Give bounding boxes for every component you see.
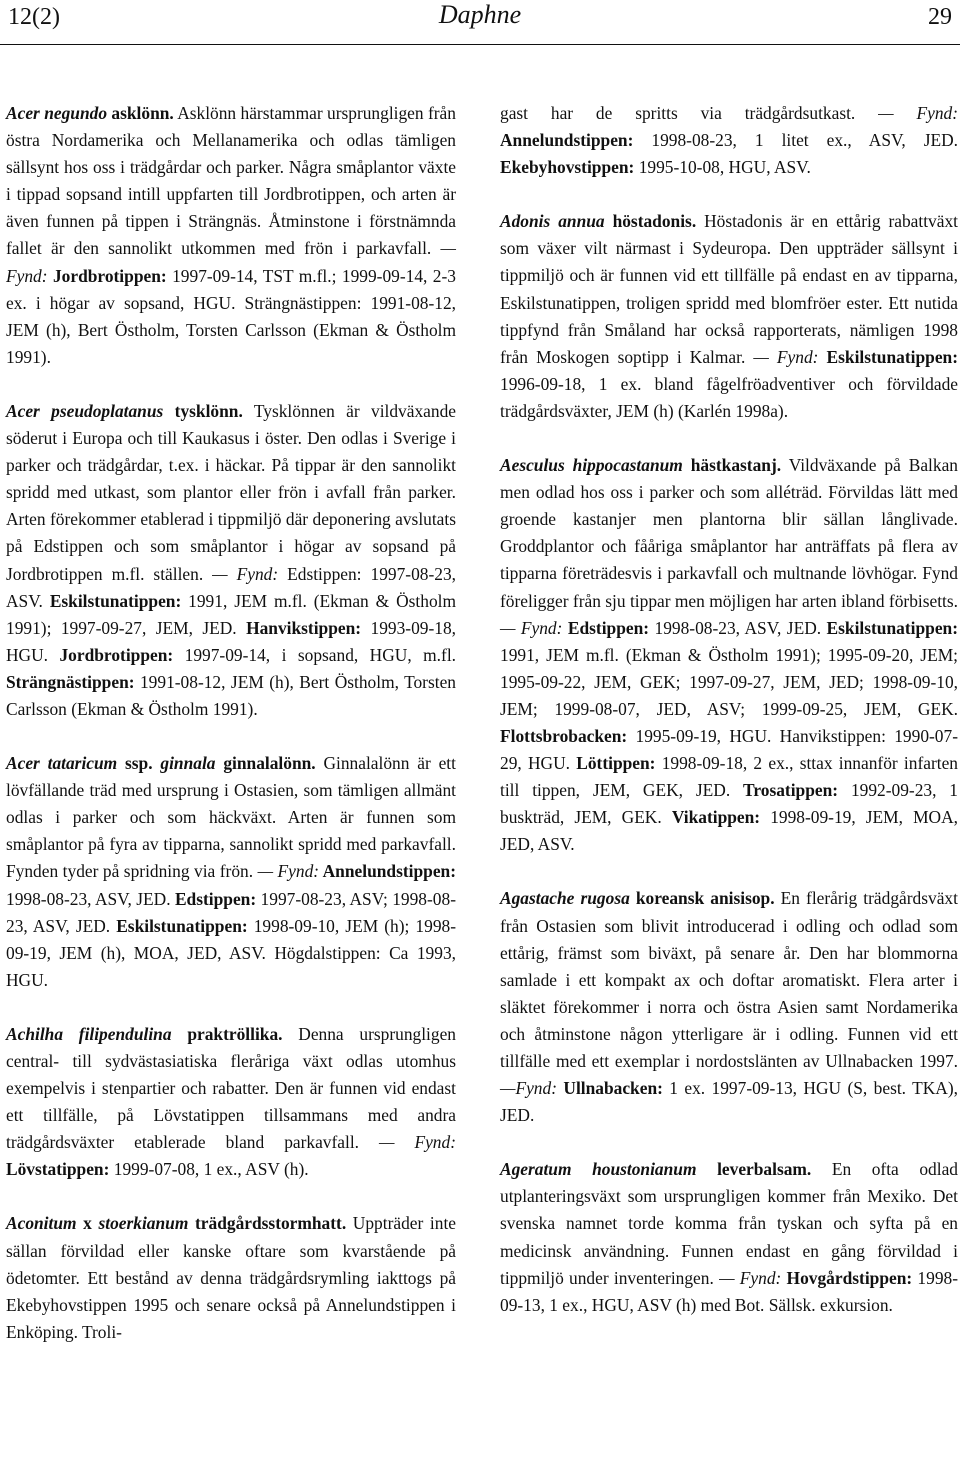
locality-name: Vikatippen: <box>671 807 761 828</box>
species-name-connector: ssp. <box>117 753 161 774</box>
entry-text: 1998-09-19, JEM, MOA, JED, ASV. <box>500 807 959 855</box>
left-column <box>6 100 456 1373</box>
locality-name: Trosatippen: <box>743 780 839 801</box>
locality-name: Eskilstunatippen: <box>826 617 958 638</box>
locality-name: Strängnästippen: <box>6 671 135 692</box>
species-name: Ageratum houstonianum <box>500 1159 697 1180</box>
entry-text: 1997-09-14, i sopsand, HGU, m.fl. <box>173 644 456 665</box>
right-column <box>500 100 958 1346</box>
entry-ageratum-houstonianum <box>500 1156 958 1319</box>
entry-paragraph <box>6 750 456 994</box>
entry-adonis-annua <box>500 208 958 425</box>
entry-paragraph <box>500 885 958 1129</box>
finds-label: — Fynd: <box>753 346 819 367</box>
locality-name: Ullnabacken: <box>557 1078 663 1099</box>
entry-text: 1992-09-23, 1 buskträd, JEM, GEK. <box>500 780 958 828</box>
entry-text: 1998-09-18, 2 ex., sttax innanför infarten till tippen, JEM, GEK, JED. <box>500 753 958 801</box>
finds-label: — Fynd: <box>212 563 279 584</box>
entry-text: 1998-08-23, 1 litet ex., ASV, JED. <box>633 130 958 151</box>
entry-aesculus-hippocastanum <box>500 452 958 858</box>
species-name: Agastache rugosa <box>500 888 630 909</box>
entry-text: Ginnalalönn är ett lövfällande träd med ursprung i Ostasien, som tämligen allmänt odlas i parker och som häckväxt. Arten är funnen som småplantor på fyra av tipparna, sannolikt spridd med parkavfall. Fynden tyder på spridning via frön. <box>6 753 456 882</box>
entry-text: 1991-08-12, JEM (h), Bert Östholm, Torsten Carlsson (Ekman & Östholm 1991). <box>6 671 456 719</box>
entry-aconitum-stoerkianum <box>6 1210 456 1345</box>
locality-name: Hovgårdstippen: <box>781 1267 913 1288</box>
species-name: Acer negundo <box>6 103 108 123</box>
locality-name: Löttippen: <box>576 753 656 774</box>
finds-label: — Fynd: <box>719 1267 782 1288</box>
entry-paragraph <box>500 452 958 858</box>
locality-name: Edstippen: <box>562 617 650 638</box>
entry-text: 1997-08-23, ASV; 1998-08-23, ASV, JED. <box>6 888 456 936</box>
common-name: ginnalalönn. <box>223 753 316 774</box>
common-name: praktröllika. <box>187 1023 283 1044</box>
common-name: asklönn. <box>111 103 174 123</box>
entry-text: Asklönn härstammar ursprungligen från östra Nordamerika och Mellanamerika och odlas tämligen sällsynt hos oss i trädgårdar och parker. Några småplantor växte i tippad sopsand intill uppfarten till Jordbrotippen, och arten är även funnen på tippen i Strängnäs. Åtminstone i förstnämnda fallet är den sannolikt utkommen med frön i parkavfall. <box>6 103 456 259</box>
page-number: 29 <box>928 4 952 30</box>
species-name: Acer tataricum <box>6 753 118 774</box>
entry-text: Tysklönnen är vildväxande söderut i Europa och till Kaukasus i öster. Den odlas i Sverige i parker och trädgårdar, t.ex. i häckar. På tippar är den sannolikt spridd med utkast, som plantor eller frön i avfall från parker. Arten förekommer etablerad i tippmiljö där deponering avslutats på Edstippen och som småplantor i högar av sopsand på Jordbrotippen m.fl. ställen. <box>6 400 456 584</box>
locality-name: Flottsbrobacken: <box>500 725 628 746</box>
locality-name: Jordbrotippen: <box>59 644 174 665</box>
entry-achilha-filipendulina <box>6 1021 456 1184</box>
entry-paragraph <box>6 100 456 371</box>
entry-agastache-rugosa <box>500 885 958 1129</box>
entry-text: Höstadonis är en ettårig rabattväxt som växer vilt närmast i Sydeuropa. Den uppträder sällsynt i tippmiljö och är funnen vid ett tillfälle på endast en av tipparna, Eskilstunatippen, troligen spridd med blomfröer ester. Ett nutida tippfynd från Småland har också rapporterats, nämligen 1998 från Moskogen soptipp i Kalmar. <box>500 211 958 367</box>
entry-text: 1999-07-08, 1 ex., ASV (h). <box>109 1159 309 1180</box>
entry-text: 1998-08-23, ASV, JED. <box>649 617 827 638</box>
entry-text: 1998-08-23, ASV, JED. <box>6 888 175 909</box>
common-name: koreansk anisisop. <box>635 888 775 909</box>
entry-acer-tataricum <box>6 750 456 994</box>
page-header <box>0 0 960 44</box>
locality-name: Hanvikstippen: <box>246 617 362 638</box>
entry-text: 1993-09-18, HGU. <box>6 617 456 665</box>
finds-label: — Fynd: <box>6 238 456 286</box>
finds-label: — Fynd: <box>379 1132 456 1153</box>
locality-name: Ekebyhovstippen: <box>500 157 635 178</box>
entry-text: 1991, JEM m.fl. (Ekman & Östholm 1991); 1997-09-27, JEM, JED. <box>6 590 456 638</box>
entry-text: Vildväxande på Balkan men odlad hos oss i parker och som alléträd. Förvildas lätt med groende kastanjer men plantorna blir sällan långlivade. Groddplantor och fååriga småplantor har anträffats på flera av tipparna företrädesvis i parkavfall och multnande lövhögar. Fynd föreligger från sju tippar men möjligen har arten ibland förbisetts. <box>500 455 958 611</box>
entry-text: 1998-09-10, JEM (h); 1998-09-19, JEM (h), MOA, JED, ASV. Högdalstippen: Ca 1993, HGU. <box>6 915 456 990</box>
species-name: Adonis annua <box>500 211 605 232</box>
hybrid-sign: x <box>76 1213 99 1234</box>
species-name: Aesculus hippocastanum <box>500 455 683 476</box>
locality-name: Jordbrotippen: <box>47 265 167 286</box>
issue-number: 12(2) <box>8 4 60 30</box>
entry-text: Edstippen: 1997-08-23, ASV. <box>6 563 456 611</box>
entry-aconitum-continued <box>500 100 958 181</box>
journal-title: Daphne <box>438 0 522 29</box>
entry-paragraph <box>500 208 958 425</box>
finds-label: — Fynd: <box>257 861 320 882</box>
species-epithet: stoerkianum <box>98 1213 189 1234</box>
entry-paragraph <box>6 1021 456 1184</box>
species-name: Acer pseudoplatanus <box>6 400 164 421</box>
locality-name: Lövstatippen: <box>6 1159 110 1180</box>
finds-label: — Fynd: <box>500 617 563 638</box>
locality-name: Eskilstunatippen: <box>818 346 958 367</box>
entry-text: En flerårig trädgårdsväxt från Ostasien som blivit introducerad i odling och odlad som ettårig, främst som biväxt, på senare år. Den har blommorna samlade i ett kompakt ax och doftar aromatiskt. Flera arter i släktet förekommer i norra och östra Asien samt Nordamerika och åtminstone någon ytterligare är i odling. Funnen vid ett tillfälle med ett exemplar i nordostslänten av Ullnabacken 1997. <box>500 888 958 1071</box>
locality-name: Annelundstippen: <box>319 861 457 882</box>
species-name: Aconitum <box>6 1213 77 1234</box>
entry-text: En ofta odlad utplanteringsväxt som ursprungligen kommer från Mexiko. Det svenska namnet torde komma från tyskan och syfta på en medicinsk användning. Funnen endast en gång förvildad i tippmiljö under inventeringen. <box>500 1159 958 1288</box>
locality-name: Eskilstunatippen: <box>49 590 182 611</box>
finds-label: — Fynd: <box>878 103 959 123</box>
entry-text: 1995-09-19, HGU. Hanvikstippen: 1990-07-29, HGU. <box>500 725 958 774</box>
common-name: leverbalsam. <box>717 1159 812 1180</box>
entry-acer-pseudoplatanus <box>6 398 456 723</box>
entry-paragraph <box>500 1156 958 1319</box>
entry-paragraph <box>6 1210 456 1345</box>
subspecies-name: ginnala <box>160 753 216 774</box>
entry-text: Denna ursprungligen central- till sydvästasiatiska fleråriga växt odlas utomhus exempelvis i stenpartier och rabatter. Den är funnen vid endast ett tillfälle, på Lövstatippen tillsammans med andra trädgårdsväxter etablerade bland parkavfall. <box>6 1023 456 1153</box>
entry-text: 1 ex. 1997-09-13, HGU (S, best. TKA), JED. <box>500 1078 958 1126</box>
finds-label: —Fynd: <box>500 1078 557 1099</box>
entry-text: Uppträder inte sällan förvildad eller kanske oftare som kvarstående på ödetomter. Ett bestånd av denna trädgårdsrymling iakttogs på Ekebyhovstippen 1995 och senare också på Annelundstippen i Enköping. Troli- <box>6 1213 456 1342</box>
locality-name: Eskilstunatippen: <box>116 915 248 936</box>
common-name: höstadonis. <box>612 211 697 232</box>
locality-name: Annelundstippen: <box>500 130 634 151</box>
entry-text: 1998-09-13, 1 ex., HGU, ASV (h) med Bot. Sällsk. exkursion. <box>500 1267 959 1315</box>
header-rule <box>0 44 960 45</box>
locality-name: Edstippen: <box>174 888 257 909</box>
entry-text: gast har de spritts via trädgårdsutkast. <box>500 103 879 123</box>
entry-text: 1997-09-14, TST m.fl.; 1999-09-14, 2-3 ex. i högar av sopsand, HGU. Strängnästippen: 1991-08-12, JEM (h), Bert Östholm, Torsten Carlsson (Ekman & Östholm 1991). <box>6 265 456 367</box>
entry-paragraph <box>6 398 456 723</box>
entry-text: 1995-10-08, HGU, ASV. <box>634 157 811 178</box>
entry-acer-negundo <box>6 100 456 371</box>
common-name: trädgårdsstormhatt. <box>195 1213 347 1234</box>
common-name: tysklönn. <box>174 400 243 421</box>
common-name: hästkastanj. <box>690 455 782 476</box>
entry-paragraph <box>500 100 958 181</box>
entry-text: 1991, JEM m.fl. (Ekman & Östholm 1991); 1995-09-20, JEM; 1995-09-22, JEM, GEK; 1997-09-27, JEM, JED; 1998-09-10, JEM; 1999-08-07, JED, ASV; 1999-09-25, JEM, GEK. <box>500 644 958 719</box>
species-name: Achilha filipendulina <box>6 1023 172 1044</box>
entry-text: 1996-09-18, 1 ex. bland fågelfröadventiver och förvildade trädgårdsväxter, JEM (h) (Karlén 1998a). <box>500 373 958 421</box>
